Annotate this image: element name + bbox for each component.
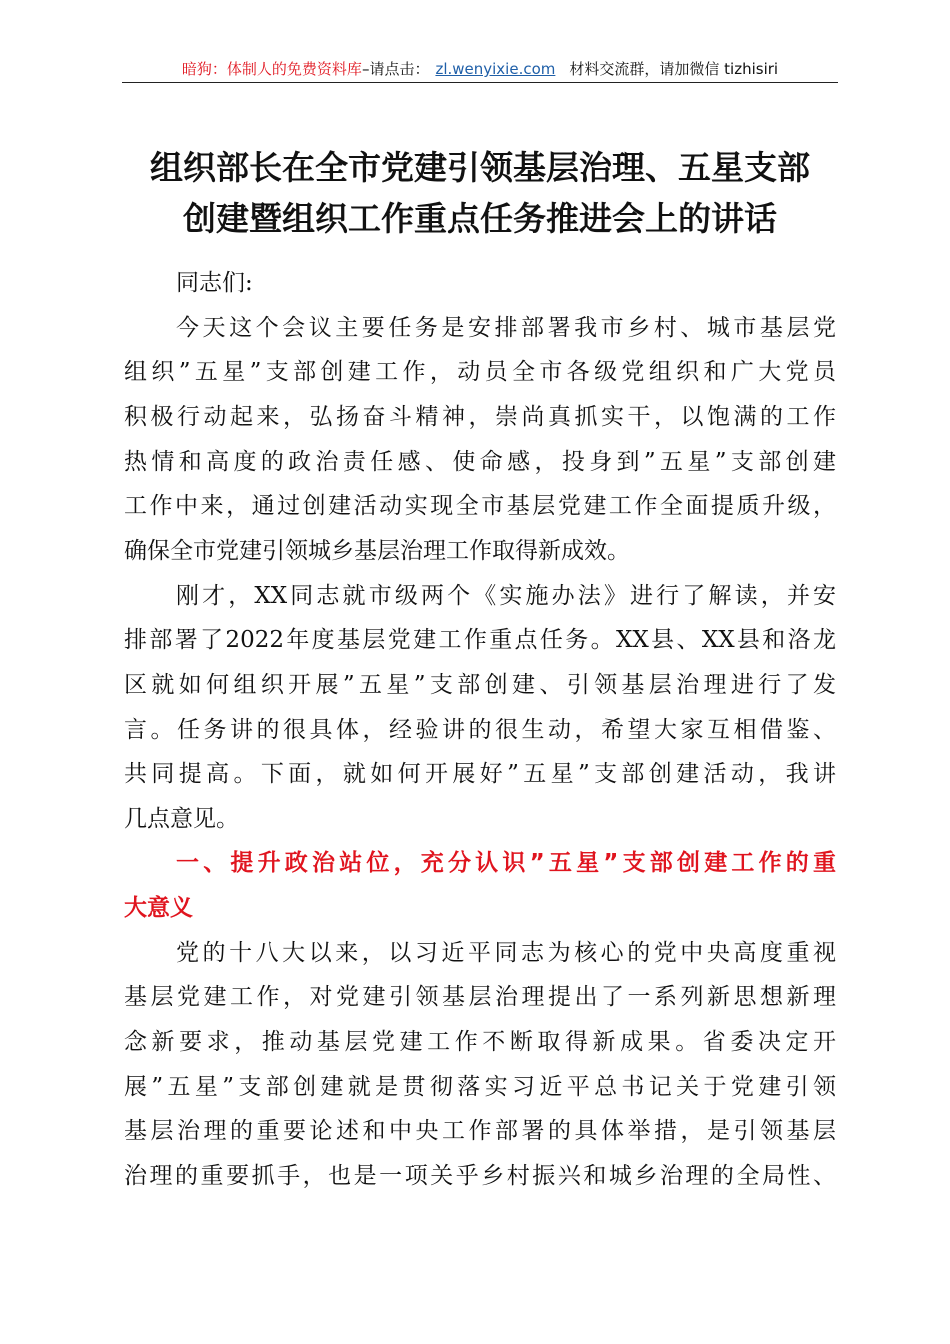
body-text-line: 今天这个会议主要任务是安排部署我市乡村、城市基层党 (176, 314, 836, 341)
body-text-line: 积极行动起来，弘扬奋斗精神，崇尚真抓实干，以饱满的工作 (124, 403, 836, 430)
page-header (122, 58, 838, 83)
body-text-line: 念新要求，推动基层党建工作不断取得新成果。省委决定开 (124, 1029, 836, 1056)
promo-prompt: –请点击： (361, 60, 430, 78)
section-heading-line: 一、提升政治站位，充分认识”五星”支部创建工作的重 (176, 850, 836, 877)
section-heading-line: 大意义 (124, 895, 193, 922)
body-text-line: 刚才，XX同志就市级两个《实施办法》进行了解读，并安 (176, 582, 836, 609)
body-text-line: 治理的重要抓手，也是一项关乎乡村振兴和城乡治理的全局性、 (124, 1163, 836, 1189)
body-text-line: 确保全市党建引领城乡基层治理工作取得新成效。 (124, 537, 630, 564)
promo-text: 暗狗：体制人的免费资料库 (181, 60, 362, 78)
body-text-line: 党的十八大以来，以习近平同志为核心的党中央高度重视 (176, 939, 836, 966)
body-text-line: 排部署了2022年度基层党建工作重点任务。XX县、XX县和洛龙 (124, 627, 836, 654)
title-line-2: 创建暨组织工作重点任务推进会上的讲话 (183, 199, 777, 238)
body-text-line: 几点意见。 (124, 805, 239, 832)
website-link[interactable]: zl.wenyixie.com (435, 60, 556, 78)
body-text-line: 工作中来，通过创建活动实现全市基层党建工作全面提质升级， (124, 493, 836, 520)
body-text-line: 基层党建工作，对党建引领基层治理提出了一系列新思想新理 (124, 984, 836, 1011)
contact-text: 材料交流群，请加微信 tizhisiri (569, 60, 779, 78)
body-text-line: 热情和高度的政治责任感、使命感，投身到”五星”支部创建 (124, 448, 836, 475)
body-text-line: 组织”五星”支部创建工作，动员全市各级党组织和广大党员 (124, 359, 836, 386)
body-text-line: 言。任务讲的很具体，经验讲的很生动，希望大家互相借鉴、 (124, 716, 836, 743)
body-text-line: 共同提高。下面，就如何开展好”五星”支部创建活动，我讲 (124, 761, 836, 788)
body-text-line: 展”五星”支部创建就是贯彻落实习近平总书记关于党建引领 (124, 1073, 836, 1100)
body-text-line: 区就如何组织开展”五星”支部创建、引领基层治理进行了发 (124, 671, 836, 698)
body-text-line: 同志们: (176, 270, 253, 296)
body-text-line: 基层治理的重要论述和中央工作部署的具体举措，是引领基层 (124, 1118, 836, 1145)
title-line-1: 组织部长在全市党建引领基层治理、五星支部 (150, 148, 810, 187)
